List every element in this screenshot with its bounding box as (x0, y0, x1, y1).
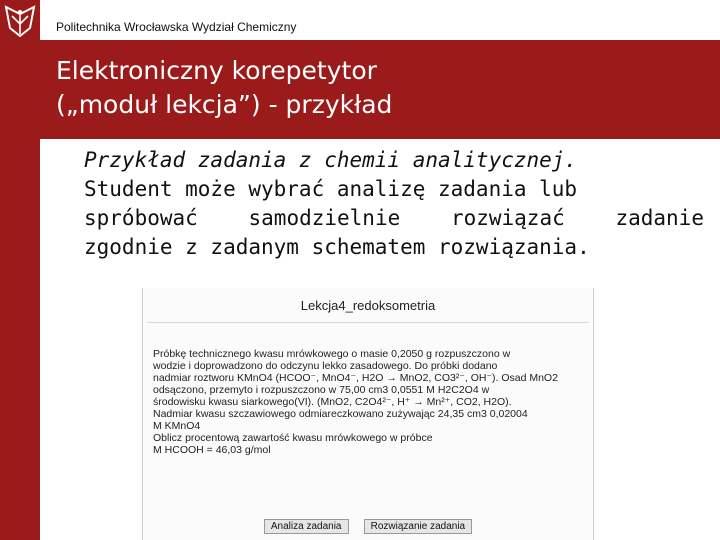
task-line: wodzie i doprowadzono do odczynu lekko zasadowego. Do próbki dodano (153, 360, 498, 372)
button-row (143, 514, 593, 534)
body-word: samodzielnie (248, 206, 401, 230)
eagle-logo-icon (4, 4, 36, 38)
task-line: odsączono, przemyto i rozpuszczono w 75,00 cm3 0,0551 M H2C2O4 w (153, 384, 490, 396)
university-name: Politechnika Wrocławska Wydział Chemiczny (56, 20, 297, 34)
body-line-3 (84, 204, 704, 233)
task-text (153, 348, 578, 456)
lesson-title: Lekcja4_redoksometria (300, 298, 436, 313)
task-line: M KMnO4 (153, 420, 201, 432)
task-line: Nadmiar kwasu szczawiowego odmiareczkowano zużywając 24,35 cm3 0,02004 (153, 408, 528, 420)
task-line: nadmiar roztworu KMnO4 (HCOO⁻, MnO4⁻, H2O → MnO2, CO3²⁻, OH⁻). Osad MnO2 (153, 372, 558, 384)
slide-title (56, 54, 392, 122)
task-line: M HCOOH = 46,03 g/mol (153, 444, 271, 456)
sidebar-stripe (0, 0, 40, 540)
slide-title-line2: („moduł lekcja”) - przykład (56, 90, 393, 119)
solve-button[interactable]: Rozwiązanie zadania (364, 519, 473, 534)
lesson-window (142, 288, 594, 540)
body-line-1: Przykład zadania z chemii analitycznej. (84, 148, 578, 172)
body-word: zadanie (615, 206, 704, 230)
divider (147, 322, 589, 323)
body-line-4: zgodnie z zadanym schematem rozwiązania. (84, 235, 590, 259)
task-line: Próbkę technicznego kwasu mrówkowego o masie 0,2050 g rozpuszczono w (153, 348, 511, 360)
body-word: rozwiązać (450, 206, 565, 230)
analysis-button[interactable]: Analiza zadania (264, 519, 349, 534)
body-line-2: Student może wybrać analizę zadania lub (84, 177, 578, 201)
title-banner (40, 40, 720, 139)
task-line: środowisku kwasu siarkowego(VI). (MnO2, C2O4²⁻, H⁺ → Mn²⁺, CO2, H2O). (153, 396, 512, 408)
top-bar (40, 0, 720, 40)
slide-body (84, 146, 704, 262)
slide-title-line1: Elektroniczny korepetytor (56, 56, 377, 85)
task-line: Oblicz procentową zawartość kwasu mrówkowego w próbce (153, 432, 433, 444)
body-word: spróbować (84, 206, 198, 230)
